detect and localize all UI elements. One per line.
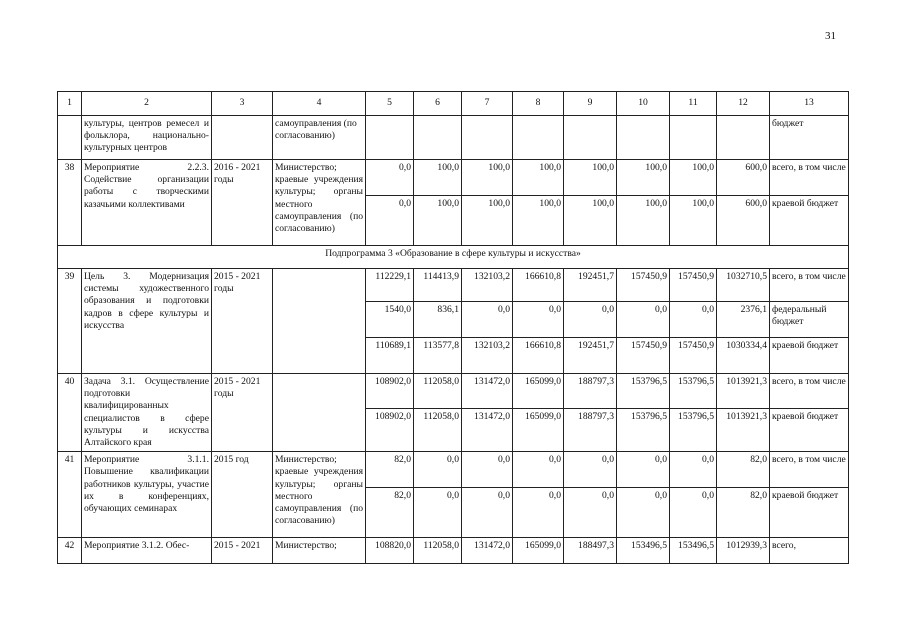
value-cell: 0,0	[564, 488, 617, 538]
funding-source: всего, в том числе	[770, 452, 849, 488]
value-cell: 113577,8	[414, 338, 462, 374]
funding-source: федеральный бюджет	[770, 302, 849, 338]
value-cell: 153796,5	[617, 409, 670, 452]
column-header: 5	[366, 92, 414, 116]
value-cell	[414, 116, 462, 160]
funding-source: всего, в том числе	[770, 374, 849, 409]
value-cell: 132103,2	[462, 338, 513, 374]
value-cell: 153796,5	[617, 374, 670, 409]
page-number: 31	[825, 30, 836, 42]
value-cell	[513, 116, 564, 160]
activity-name: Мероприятие 2.2.3. Содействие организации работы с творческими казачьими коллективами	[82, 160, 212, 246]
activity-name: Мероприятие 3.1.1. Повышение квалификации работников культуры, участие их в конференциях, обучающих семинарах	[82, 452, 212, 538]
value-cell: 114413,9	[414, 269, 462, 302]
table-row	[58, 269, 849, 302]
funding-source: краевой бюджет	[770, 409, 849, 452]
value-cell: 82,0	[366, 452, 414, 488]
value-cell: 165099,0	[513, 409, 564, 452]
value-cell: 100,0	[670, 196, 717, 246]
value-cell: 192451,7	[564, 269, 617, 302]
value-cell: 0,0	[366, 196, 414, 246]
value-cell: 166610,8	[513, 269, 564, 302]
executor	[273, 269, 366, 374]
executor: самоуправления (по согласованию)	[273, 116, 366, 160]
value-cell: 100,0	[462, 196, 513, 246]
value-cell: 108902,0	[366, 409, 414, 452]
value-cell: 157450,9	[670, 338, 717, 374]
value-cell: 100,0	[414, 160, 462, 196]
activity-name: Цель 3. Модернизация системы художественного образования и подготовки кадров в сфере культуры и искусства	[82, 269, 212, 374]
period: 2015 - 2021 годы	[212, 374, 273, 452]
value-cell: 131472,0	[462, 409, 513, 452]
value-cell	[670, 116, 717, 160]
value-cell: 1013921,3	[717, 374, 770, 409]
activity-name: Задача 3.1. Осуществление подготовки квалифицированных специалистов в сфере культуры и искусства Алтайского края	[82, 374, 212, 452]
value-cell	[617, 116, 670, 160]
table-row	[58, 452, 849, 488]
value-cell	[717, 116, 770, 160]
funding-source: бюджет	[770, 116, 849, 160]
column-header: 7	[462, 92, 513, 116]
value-cell: 112058,0	[414, 538, 462, 564]
program-funding-table	[57, 91, 849, 564]
value-cell: 0,0	[617, 452, 670, 488]
period: 2015 год	[212, 452, 273, 538]
row-number: 39	[58, 269, 82, 374]
value-cell: 0,0	[564, 302, 617, 338]
column-header: 10	[617, 92, 670, 116]
value-cell: 836,1	[414, 302, 462, 338]
table-row	[58, 246, 849, 269]
value-cell: 0,0	[513, 452, 564, 488]
column-header: 2	[82, 92, 212, 116]
value-cell: 0,0	[414, 488, 462, 538]
executor	[273, 374, 366, 452]
value-cell: 153496,5	[670, 538, 717, 564]
value-cell: 0,0	[670, 488, 717, 538]
value-cell: 100,0	[564, 196, 617, 246]
value-cell: 157450,9	[617, 269, 670, 302]
funding-source: краевой бюджет	[770, 338, 849, 374]
column-header: 4	[273, 92, 366, 116]
column-header: 8	[513, 92, 564, 116]
value-cell: 0,0	[617, 302, 670, 338]
value-cell: 100,0	[513, 160, 564, 196]
value-cell: 100,0	[414, 196, 462, 246]
value-cell: 1032710,5	[717, 269, 770, 302]
value-cell: 0,0	[366, 160, 414, 196]
value-cell: 0,0	[414, 452, 462, 488]
value-cell: 132103,2	[462, 269, 513, 302]
value-cell: 0,0	[564, 452, 617, 488]
table-row	[58, 538, 849, 564]
funding-source: всего, в том числе	[770, 269, 849, 302]
value-cell: 192451,7	[564, 338, 617, 374]
column-header: 6	[414, 92, 462, 116]
value-cell: 112229,1	[366, 269, 414, 302]
value-cell: 153496,5	[617, 538, 670, 564]
column-numbers-row	[58, 92, 849, 116]
value-cell: 0,0	[670, 302, 717, 338]
value-cell: 165099,0	[513, 538, 564, 564]
period: 2015 - 2021	[212, 538, 273, 564]
value-cell: 82,0	[717, 452, 770, 488]
value-cell: 131472,0	[462, 374, 513, 409]
value-cell: 0,0	[617, 488, 670, 538]
funding-source: краевой бюджет	[770, 196, 849, 246]
table-row	[58, 160, 849, 196]
value-cell: 112058,0	[414, 409, 462, 452]
executor: Министерство;	[273, 538, 366, 564]
value-cell: 1540,0	[366, 302, 414, 338]
value-cell: 108820,0	[366, 538, 414, 564]
executor: Министерство; краевые учреждения культуры; органы местного самоуправления (по согласованию)	[273, 160, 366, 246]
value-cell: 100,0	[564, 160, 617, 196]
funding-source: всего,	[770, 538, 849, 564]
value-cell: 112058,0	[414, 374, 462, 409]
period: 2016 - 2021 годы	[212, 160, 273, 246]
value-cell: 188797,3	[564, 409, 617, 452]
row-number: 40	[58, 374, 82, 452]
value-cell: 100,0	[513, 196, 564, 246]
value-cell: 153796,5	[670, 409, 717, 452]
executor: Министерство; краевые учреждения культуры; органы местного самоуправления (по согласованию)	[273, 452, 366, 538]
column-header: 3	[212, 92, 273, 116]
value-cell: 166610,8	[513, 338, 564, 374]
funding-source: всего, в том числе	[770, 160, 849, 196]
value-cell: 1012939,3	[717, 538, 770, 564]
period: 2015 - 2021 годы	[212, 269, 273, 374]
value-cell: 1013921,3	[717, 409, 770, 452]
table-row	[58, 374, 849, 409]
subprogram-heading: Подпрограмма 3 «Образование в сфере культуры и искусства»	[58, 246, 849, 269]
column-header: 12	[717, 92, 770, 116]
value-cell: 1030334,4	[717, 338, 770, 374]
value-cell: 157450,9	[670, 269, 717, 302]
value-cell: 165099,0	[513, 374, 564, 409]
value-cell: 600,0	[717, 160, 770, 196]
value-cell: 0,0	[670, 452, 717, 488]
value-cell: 153796,5	[670, 374, 717, 409]
column-header: 1	[58, 92, 82, 116]
value-cell: 0,0	[513, 302, 564, 338]
row-number: 38	[58, 160, 82, 246]
row-number: 41	[58, 452, 82, 538]
activity-name: Мероприятие 3.1.2. Обес-	[82, 538, 212, 564]
value-cell: 100,0	[670, 160, 717, 196]
period	[212, 116, 273, 160]
row-number	[58, 116, 82, 160]
value-cell: 108902,0	[366, 374, 414, 409]
value-cell: 0,0	[462, 488, 513, 538]
value-cell: 600,0	[717, 196, 770, 246]
value-cell: 188497,3	[564, 538, 617, 564]
value-cell: 82,0	[717, 488, 770, 538]
value-cell: 188797,3	[564, 374, 617, 409]
funding-source: краевой бюджет	[770, 488, 849, 538]
column-header: 9	[564, 92, 617, 116]
value-cell: 100,0	[462, 160, 513, 196]
value-cell	[366, 116, 414, 160]
value-cell	[462, 116, 513, 160]
activity-name: культуры, центров ремесел и фольклора, национально-культурных центров	[82, 116, 212, 160]
value-cell: 2376,1	[717, 302, 770, 338]
value-cell: 157450,9	[617, 338, 670, 374]
value-cell: 131472,0	[462, 538, 513, 564]
value-cell: 110689,1	[366, 338, 414, 374]
value-cell: 100,0	[617, 196, 670, 246]
row-number: 42	[58, 538, 82, 564]
value-cell: 0,0	[513, 488, 564, 538]
value-cell: 82,0	[366, 488, 414, 538]
value-cell: 0,0	[462, 452, 513, 488]
value-cell: 100,0	[617, 160, 670, 196]
column-header: 11	[670, 92, 717, 116]
column-header: 13	[770, 92, 849, 116]
value-cell	[564, 116, 617, 160]
table-row	[58, 116, 849, 160]
value-cell: 0,0	[462, 302, 513, 338]
